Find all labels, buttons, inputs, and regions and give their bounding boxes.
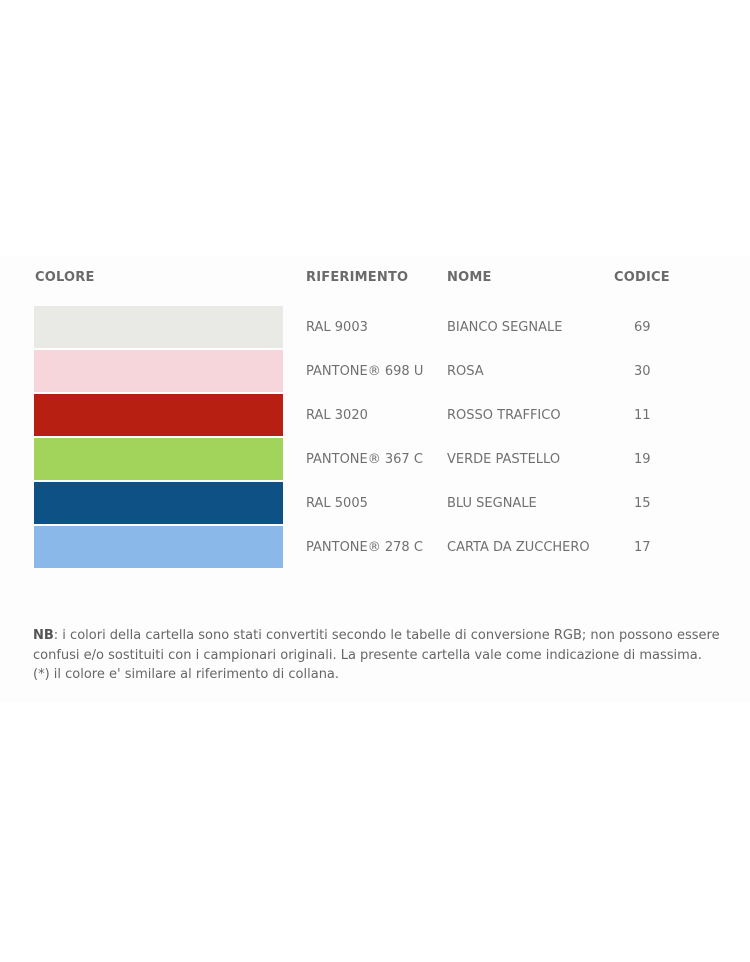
color-swatch [34, 438, 283, 480]
cell-riferimento: PANTONE® 698 U [306, 364, 424, 379]
cell-codice: 19 [634, 452, 651, 467]
cell-riferimento: PANTONE® 367 C [306, 452, 423, 467]
cell-codice: 17 [634, 540, 651, 555]
cell-codice: 69 [634, 320, 651, 335]
cell-nome: CARTA DA ZUCCHERO [447, 540, 590, 555]
color-swatch [34, 482, 283, 524]
header-colore: COLORE [35, 270, 95, 285]
cell-riferimento: RAL 5005 [306, 496, 368, 511]
cell-codice: 30 [634, 364, 651, 379]
cell-codice: 15 [634, 496, 651, 511]
note-label: NB [33, 628, 54, 643]
cell-nome: VERDE PASTELLO [447, 452, 561, 467]
note-footnote: (*) il colore e' similare al riferimento di collana. [33, 667, 340, 682]
cell-riferimento: RAL 3020 [306, 408, 368, 423]
header-codice: CODICE [614, 270, 670, 285]
cell-codice: 11 [634, 408, 651, 423]
header-nome: NOME [447, 270, 492, 285]
color-swatch [34, 394, 283, 436]
cell-nome: ROSA [447, 364, 484, 379]
cell-nome: ROSSO TRAFFICO [447, 408, 561, 423]
note-text: : i colori della cartella sono stati convertiti secondo le tabelle di conversione RGB; non possono essere confusi e/o sostituiti con i campionari originali. La presente cartella vale come indicazione di massima. [33, 628, 720, 663]
cell-riferimento: PANTONE® 278 C [306, 540, 423, 555]
disclaimer-note [33, 626, 745, 685]
color-swatch [34, 526, 283, 568]
header-riferimento: RIFERIMENTO [306, 270, 409, 285]
color-swatch [34, 306, 283, 348]
color-swatch [34, 350, 283, 392]
cell-nome: BIANCO SEGNALE [447, 320, 563, 335]
cell-riferimento: RAL 9003 [306, 320, 368, 335]
cell-nome: BLU SEGNALE [447, 496, 537, 511]
